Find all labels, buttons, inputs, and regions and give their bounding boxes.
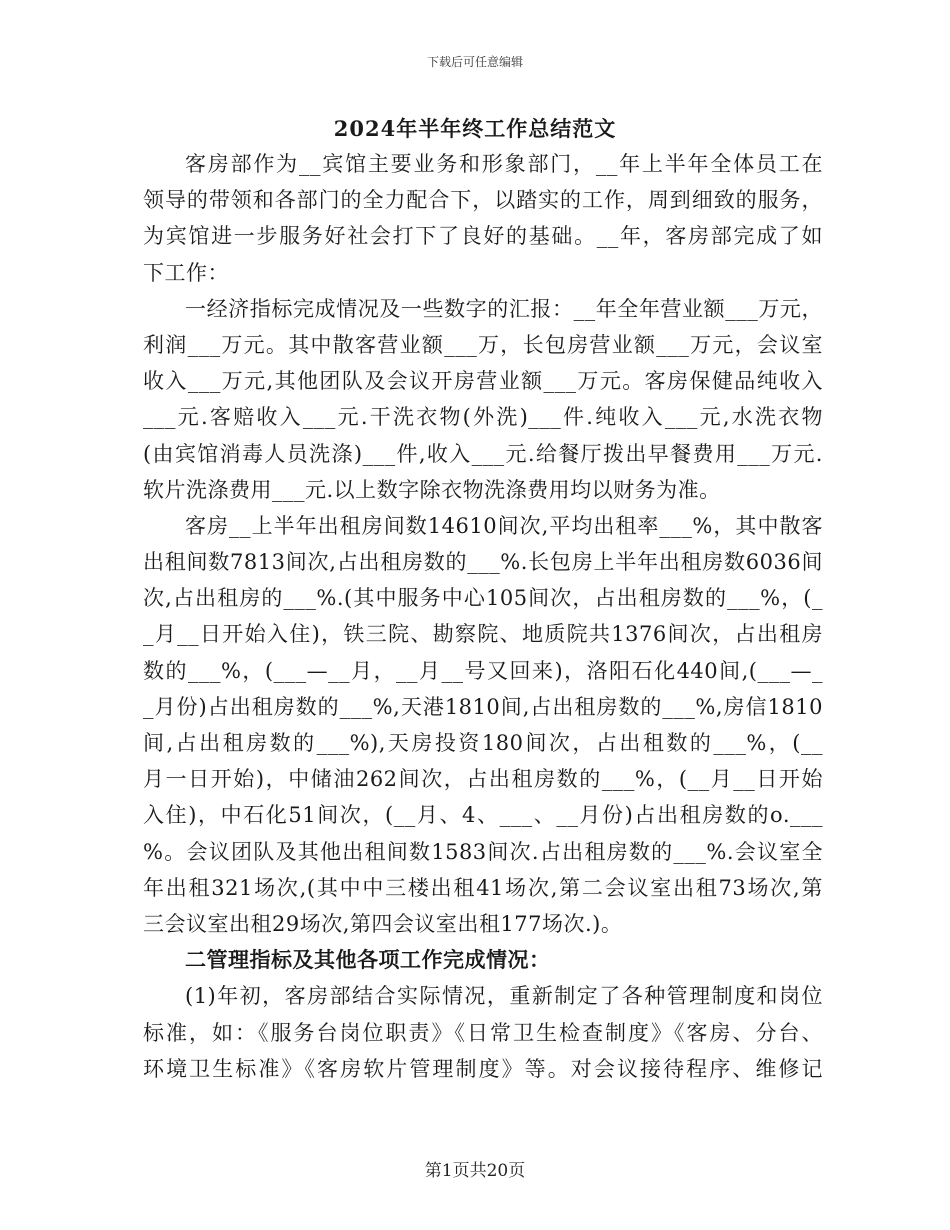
body-text-line: (由宾馆消毒人员洗涤)___件,收入___元.给餐厅拨出早餐费用___万元. [143,441,823,466]
body-text-line: _月__日开始入住)，铁三院、勘察院、地质院共1376间次，占出租房 [143,622,823,647]
section-heading: 二管理指标及其他各项工作完成情况： [185,947,551,973]
body-text-line: 年出租321场次,(其中中三楼出租41场次,第二会议室出租73场次,第 [143,875,823,900]
body-text-line: 客房部作为__宾馆主要业务和形象部门，__年上半年全体员工在 [185,152,823,176]
document-title: 2024年半年终工作总结范文 [333,116,617,141]
body-text-line: 领导的带领和各部门的全力配合下，以踏实的工作，周到细致的服务， [143,188,823,213]
body-text-line: 客房__上半年出租房间数14610间次,平均出租率___%，其中散客 [185,513,823,538]
body-text-line: 一经济指标完成情况及一些数字的汇报：__年全年营业额___万元， [185,296,823,321]
body-text-line: 软片洗涤费用___元.以上数字除衣物洗涤费用均以财务为准。 [143,477,721,502]
body-text-line: %。会议团队及其他出租间数1583间次.占出租房数的___%.会议室全 [143,839,823,864]
body-text-line: 下工作： [143,260,229,285]
body-text-line: 入住)，中石化51间次，(__月、4、___、__月份)占出租房数的o.___ [143,803,823,828]
body-text-line: 标准，如：《服务台岗位职责》《日常卫生检查制度》《客房、分台、 [143,1020,823,1045]
body-text-line: (1)年初，客房部结合实际情况，重新制定了各种管理制度和岗位 [185,984,823,1009]
body-text-line: _月份)占出租房数的___%,天港1810间,占出租房数的___%,房信1810 [143,694,823,719]
body-text-line: 三会议室出租29场次,第四会议室出租177场次.)。 [143,911,623,936]
header-note: 下载后可任意编辑 [426,55,523,69]
page-indicator: 第1页共20页 [424,1161,526,1181]
body-text-line: 数的___%，(___—__月，__月__号又回来)，洛阳石化440间,(___—_ [143,658,823,683]
body-text-line: 次,占出租房的___%.(其中服务中心105间次，占出租房数的___%，(_ [143,586,823,611]
body-text-line: 为宾馆进一步服务好社会打下了良好的基础。__年，客房部完成了如 [143,224,823,249]
body-text-line: 间,占出租房数的___%),天房投资180间次，占出租数的___%，(__ [143,731,823,755]
body-text-line: ___元.客赔收入___元.干洗衣物(外洗)___件.纯收入___元,水洗衣物 [143,405,823,430]
body-text-line: 收入___万元,其他团队及会议开房营业额___万元。客房保健品纯收入 [143,369,823,394]
body-text-line: 出租间数7813间次,占出租房数的___%.长包房上半年出租房数6036间 [143,550,823,575]
body-text-line: 环境卫生标准》《客房软片管理制度》等。对会议接待程序、维修记 [143,1056,823,1081]
body-text-line: 利润___万元。其中散客营业额___万，长包房营业额___万元，会议室 [143,332,823,357]
document-body [143,146,823,1087]
body-text-line: 月一日开始)，中储油262间次，占出租房数的___%，(__月__日开始 [143,767,823,792]
